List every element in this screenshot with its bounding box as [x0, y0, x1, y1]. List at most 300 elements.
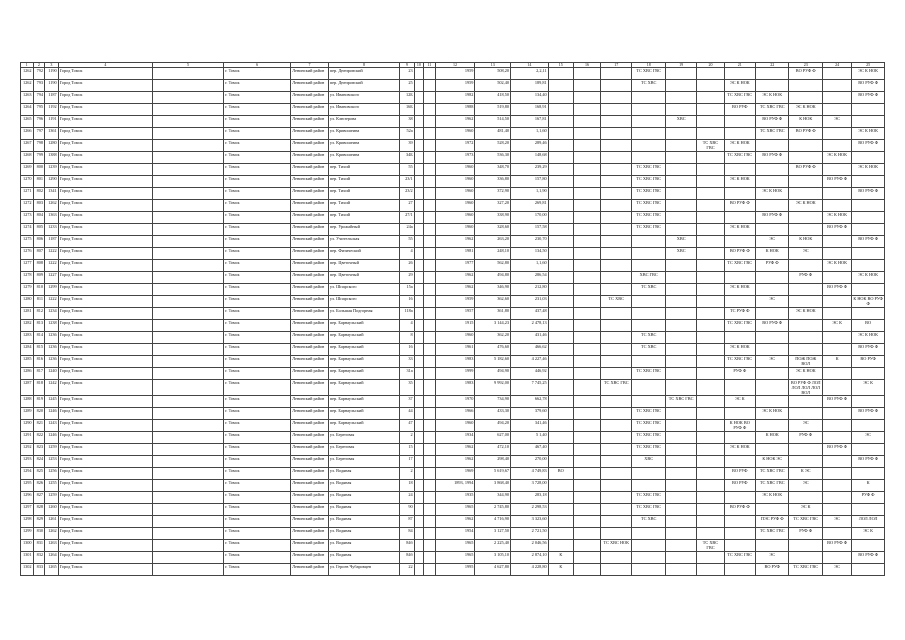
table-cell: 1965 [435, 540, 475, 552]
table-cell: 1190 [45, 80, 59, 92]
table-cell [548, 260, 573, 272]
table-cell: 825 [33, 468, 45, 480]
table-cell: ВО РУФ [755, 564, 789, 576]
table-cell [697, 296, 724, 308]
table-cell [601, 68, 632, 80]
table-cell [822, 480, 851, 492]
table-cell: 27 [400, 200, 415, 212]
table-cell [601, 552, 632, 564]
table-cell: г. Томск [224, 444, 291, 456]
table-cell: г. Томск [224, 212, 291, 224]
table-cell [852, 104, 885, 116]
column-number-header: 17 [601, 63, 632, 68]
table-cell: 793 [33, 80, 45, 92]
table-row [21, 564, 885, 576]
spreadsheet-page [20, 62, 885, 576]
table-cell: 286,54 [511, 272, 549, 284]
table-cell [601, 116, 632, 128]
table-cell: 1298 [21, 516, 34, 528]
table-cell [665, 344, 696, 356]
table-cell: г. Томск [224, 164, 291, 176]
table-cell: Ленинский район [291, 116, 329, 128]
table-cell: Ленинский район [291, 444, 329, 456]
table-cell: ВО РУФ Ф [755, 116, 789, 128]
table-cell [152, 308, 223, 320]
table-cell: пер. Барнаульский [328, 420, 399, 432]
table-cell: Город Томск [58, 528, 152, 540]
table-cell [548, 356, 573, 368]
table-cell: г. Томск [224, 104, 291, 116]
table-cell [789, 92, 823, 104]
table-cell: 797 [33, 128, 45, 140]
table-row [21, 284, 885, 296]
table-cell: 1302 [21, 564, 34, 576]
table-cell: 1236 [45, 332, 59, 344]
table-cell: 168,91 [511, 104, 549, 116]
table-cell: ЭС К НОК [852, 164, 885, 176]
table-cell [573, 368, 600, 380]
table-cell: ул. Кривошеина [328, 140, 399, 152]
table-cell [414, 368, 423, 380]
table-cell: 1961 [435, 344, 475, 356]
table-cell: 44 [400, 408, 415, 420]
column-number-header: 22 [755, 63, 789, 68]
table-cell [601, 492, 632, 504]
table-cell [697, 116, 724, 128]
table-cell: 799 [33, 152, 45, 164]
table-cell: г. Томск [224, 516, 291, 528]
table-cell [755, 332, 789, 344]
table-cell [755, 420, 789, 432]
table-cell: Город Томск [58, 420, 152, 432]
table-cell [414, 188, 423, 200]
table-cell [632, 104, 666, 116]
table-cell: ЭС [852, 432, 885, 444]
table-cell: 157,58 [511, 224, 549, 236]
column-number-header: 9 [400, 63, 415, 68]
table-cell [573, 272, 600, 284]
table-cell [665, 284, 696, 296]
table-cell [724, 296, 755, 308]
table-cell: 338,90 [475, 212, 511, 224]
table-cell [152, 492, 223, 504]
table-cell [414, 140, 423, 152]
column-number-header: 6 [224, 63, 291, 68]
table-cell: Ленинский район [291, 492, 329, 504]
table-cell [724, 492, 755, 504]
table-cell: 1246 [45, 432, 59, 444]
table-cell: 818 [33, 380, 45, 396]
table-cell: Город Томск [58, 152, 152, 164]
table-cell [789, 492, 823, 504]
table-cell: ул. Кривошеина [328, 152, 399, 164]
table-cell: г. Томск [224, 408, 291, 420]
table-cell [414, 296, 423, 308]
table-cell: 1959 [435, 296, 475, 308]
table-cell [665, 444, 696, 456]
table-row [21, 308, 885, 320]
table-cell: Город Томск [58, 396, 152, 408]
table-cell: пер. Тихий [328, 176, 399, 188]
table-cell [789, 212, 823, 224]
table-cell [414, 456, 423, 468]
table-cell: Ленинский район [291, 408, 329, 420]
table-cell: 4 716,90 [475, 516, 511, 528]
table-cell [601, 396, 632, 408]
table-cell [152, 420, 223, 432]
table-row [21, 116, 885, 128]
table-cell [573, 92, 600, 104]
table-cell: ВО РУФ Ф [789, 128, 823, 140]
table-cell: ТС ХВС ГВС [632, 68, 666, 80]
table-cell: Город Томск [58, 176, 152, 188]
table-cell [548, 236, 573, 248]
table-cell [424, 260, 436, 272]
table-cell [697, 480, 724, 492]
table-cell: ВО РУФ Ф [789, 164, 823, 176]
table-cell: 1962 [435, 444, 475, 456]
table-cell [755, 344, 789, 356]
table-cell: 1281 [21, 308, 34, 320]
table-cell: РУФ Ф [789, 272, 823, 284]
table-cell [414, 444, 423, 456]
table-cell: ТС ХВС ГВС [724, 260, 755, 272]
table-cell [573, 260, 600, 272]
table-cell: 283,18 [511, 492, 549, 504]
table-cell [822, 552, 851, 564]
table-cell [697, 456, 724, 468]
table-cell: 24а [400, 224, 415, 236]
table-cell: К [548, 564, 573, 576]
column-number-header: 11 [424, 63, 436, 68]
table-cell [601, 188, 632, 200]
table-cell [601, 432, 632, 444]
table-cell: 795 [33, 104, 45, 116]
table-cell [548, 296, 573, 308]
table-cell [789, 176, 823, 188]
table-cell [755, 540, 789, 552]
table-cell [852, 468, 885, 480]
table-cell: 819 [33, 396, 45, 408]
column-number-header: 4 [58, 63, 152, 68]
table-cell: 822 [33, 432, 45, 444]
table-cell [424, 296, 436, 308]
table-cell: Ленинский район [291, 540, 329, 552]
table-cell [789, 188, 823, 200]
table-cell: 1282 [21, 320, 34, 332]
table-cell [414, 212, 423, 224]
table-cell: 1238 [45, 320, 59, 332]
table-cell: ВО РУФ Ф [822, 444, 851, 456]
table-cell: ЭС [755, 236, 789, 248]
table-cell: пер. Цветочный [328, 272, 399, 284]
table-cell: 1,1,60 [511, 260, 549, 272]
table-cell: 231,03 [511, 296, 549, 308]
table-cell: Город Томск [58, 344, 152, 356]
table-cell: г. Томск [224, 332, 291, 344]
table-cell: ТС ХВС ГВС [632, 188, 666, 200]
table-cell: ВО РУФ Ф [822, 224, 851, 236]
table-cell: 805 [33, 224, 45, 236]
table-cell [424, 200, 436, 212]
table-cell [665, 504, 696, 516]
table-cell: ЭС [789, 420, 823, 432]
table-cell: 1239 [45, 164, 59, 176]
table-cell: 1192 [45, 104, 59, 116]
table-cell: г. Томск [224, 224, 291, 236]
table-cell: 1981 [435, 248, 475, 260]
table-cell [414, 420, 423, 432]
table-cell [414, 344, 423, 356]
column-number-header: 25 [852, 63, 885, 68]
table-cell: ЭС К НОК [789, 200, 823, 212]
table-cell: 1269 [21, 164, 34, 176]
table-cell: 1243 [45, 420, 59, 432]
table-cell [852, 308, 885, 320]
table-cell: пер. Цветочный [328, 260, 399, 272]
table-cell: 1965 [435, 504, 475, 516]
table-cell: Ленинский район [291, 480, 329, 492]
table-cell: ЭС К [822, 320, 851, 332]
column-number-header: 18 [632, 63, 666, 68]
table-cell [414, 528, 423, 540]
table-cell [665, 564, 696, 576]
table-cell [632, 468, 666, 480]
table-cell: ВО РУФ Ф [852, 408, 885, 420]
table-cell: Город Томск [58, 504, 152, 516]
table-cell: ТС ХВС ГВС [632, 164, 666, 176]
table-cell: 472,10 [475, 444, 511, 456]
table-cell [697, 320, 724, 332]
table-cell: ТС ХВС ГВС [755, 104, 789, 116]
table-cell: ПОЖ ПОЖ ВОЛ [789, 356, 823, 368]
table-cell: Город Томск [58, 332, 152, 344]
table-cell [697, 432, 724, 444]
table-cell: 1187 [45, 92, 59, 104]
table-cell: 1962 [435, 272, 475, 284]
table-cell: 23/2 [400, 188, 415, 200]
table-cell [665, 176, 696, 188]
table-cell [414, 356, 423, 368]
table-cell: 34Б [400, 152, 415, 164]
table-cell [152, 432, 223, 444]
table-cell [601, 176, 632, 188]
table-cell: Ленинский район [291, 284, 329, 296]
table-cell: 1983 [435, 380, 475, 396]
table-row [21, 444, 885, 456]
table-cell [573, 504, 600, 516]
table-cell [601, 420, 632, 432]
table-cell: ВО РУФ Ф [755, 320, 789, 332]
table-cell: 1222 [45, 260, 59, 272]
table-row [21, 176, 885, 188]
table-cell: 1915 [435, 320, 475, 332]
table-cell: 157,80 [511, 176, 549, 188]
table-cell [822, 408, 851, 420]
table-cell: 15а [400, 284, 415, 296]
table-cell [424, 140, 436, 152]
table-cell: 1973 [435, 152, 475, 164]
table-cell [573, 80, 600, 92]
table-cell: 828 [33, 504, 45, 516]
table-cell [424, 356, 436, 368]
table-cell [789, 296, 823, 308]
table-cell [755, 308, 789, 320]
table-cell [424, 420, 436, 432]
table-cell: 16Б [400, 104, 415, 116]
table-cell: 1,1,60 [511, 128, 549, 140]
table-cell: г. Томск [224, 176, 291, 188]
table-cell [697, 444, 724, 456]
table-cell: 8 [400, 332, 415, 344]
table-cell: 832 [33, 552, 45, 564]
table-cell: ТС ХВС ГВС [632, 432, 666, 444]
table-cell: 269,81 [511, 200, 549, 212]
table-cell [665, 260, 696, 272]
table-cell [697, 68, 724, 80]
table-cell: ВО РУФ Ф [724, 504, 755, 516]
table-cell [665, 540, 696, 552]
table-cell: 17 [400, 456, 415, 468]
table-cell [152, 444, 223, 456]
table-cell [822, 140, 851, 152]
table-cell [424, 212, 436, 224]
table-cell: 336,80 [475, 176, 511, 188]
table-cell: Ленинский район [291, 200, 329, 212]
table-cell [789, 80, 823, 92]
table-cell [152, 480, 223, 492]
table-cell: ул. Кривошеина [328, 128, 399, 140]
table-cell [822, 456, 851, 468]
table-cell [152, 188, 223, 200]
table-cell: ул. Береговая [328, 444, 399, 456]
table-cell: Город Томск [58, 296, 152, 308]
table-cell: 1227 [45, 272, 59, 284]
table-cell [724, 188, 755, 200]
table-row [21, 296, 885, 308]
table-cell: 7 745,25 [511, 380, 549, 396]
table-cell: Город Томск [58, 284, 152, 296]
table-cell: ул. Учительская [328, 236, 399, 248]
table-cell [152, 564, 223, 576]
table-cell [665, 420, 696, 432]
table-cell: Город Томск [58, 68, 152, 80]
table-cell: 1259 [45, 492, 59, 504]
table-cell: Город Томск [58, 356, 152, 368]
table-row [21, 552, 885, 564]
table-cell [548, 200, 573, 212]
table-cell [665, 468, 696, 480]
table-cell [601, 468, 632, 480]
table-cell [573, 396, 600, 408]
table-cell: Ленинский район [291, 528, 329, 540]
table-cell [424, 188, 436, 200]
table-cell [665, 164, 696, 176]
table-cell: пер. Днепровский [328, 68, 399, 80]
table-cell [601, 344, 632, 356]
table-cell: 476,60 [475, 344, 511, 356]
table-cell [601, 152, 632, 164]
table-cell: Ленинский район [291, 128, 329, 140]
table-cell: Ленинский район [291, 468, 329, 480]
table-cell: 1969 [435, 468, 475, 480]
table-cell [697, 236, 724, 248]
table-cell: 826 [33, 480, 45, 492]
table-cell [152, 284, 223, 296]
table-cell: РУФ Ф [852, 492, 885, 504]
table-row [21, 248, 885, 260]
table-cell [632, 308, 666, 320]
table-cell [573, 104, 600, 116]
table-cell: 248,10 [475, 248, 511, 260]
table-row [21, 480, 885, 492]
table-cell [414, 152, 423, 164]
table-cell: ул. Водяная [328, 516, 399, 528]
table-cell [789, 408, 823, 420]
table-cell: ЭС К НОК [755, 92, 789, 104]
table-cell: Ленинский район [291, 224, 329, 236]
table-cell: Город Томск [58, 200, 152, 212]
table-cell: 1299 [45, 284, 59, 296]
table-cell [601, 128, 632, 140]
table-cell: 23/1 [400, 176, 415, 188]
table-cell: 362,60 [475, 296, 511, 308]
table-cell: ул. Клюзерова [328, 116, 399, 128]
column-number-header: 13 [475, 63, 511, 68]
table-row [21, 104, 885, 116]
table-cell: 1263 [45, 540, 59, 552]
table-cell [852, 284, 885, 296]
table-cell: Город Томск [58, 212, 152, 224]
table-cell: Ленинский район [291, 552, 329, 564]
table-cell: Ленинский район [291, 456, 329, 468]
table-cell: ТС ХВС ГВС [697, 140, 724, 152]
table-cell: 437,48 [511, 308, 549, 320]
table-cell: 431,46 [511, 332, 549, 344]
table-cell [548, 212, 573, 224]
table-cell [724, 332, 755, 344]
table-cell: ЭС К НОК [724, 224, 755, 236]
table-cell: 1274 [21, 224, 34, 236]
table-cell [697, 468, 724, 480]
table-cell: 1268 [21, 152, 34, 164]
table-cell: 1253 [45, 456, 59, 468]
table-cell [548, 116, 573, 128]
table-cell: ВО РУФ Ф [852, 344, 885, 356]
table-cell: 1363 [45, 212, 59, 224]
table-cell: ВО РУФ Ф [852, 80, 885, 92]
table-cell: 84б [400, 552, 415, 564]
table-cell: 1293 [21, 456, 34, 468]
table-cell [665, 92, 696, 104]
table-cell [548, 284, 573, 296]
table-cell [789, 260, 823, 272]
table-cell [424, 540, 436, 552]
table-cell: 341,46 [511, 420, 549, 432]
table-cell: 4 227,46 [511, 356, 549, 368]
column-number-header: 14 [511, 63, 549, 68]
table-row [21, 344, 885, 356]
table-cell [152, 468, 223, 480]
column-number-header: 8 [328, 63, 399, 68]
table-cell [573, 212, 600, 224]
table-cell: 37 [400, 396, 415, 408]
table-cell [724, 432, 755, 444]
table-cell: пер. Днепровский [328, 80, 399, 92]
table-cell: пер. Тихий [328, 164, 399, 176]
table-cell [724, 68, 755, 80]
table-cell: пер. Тихий [328, 212, 399, 224]
